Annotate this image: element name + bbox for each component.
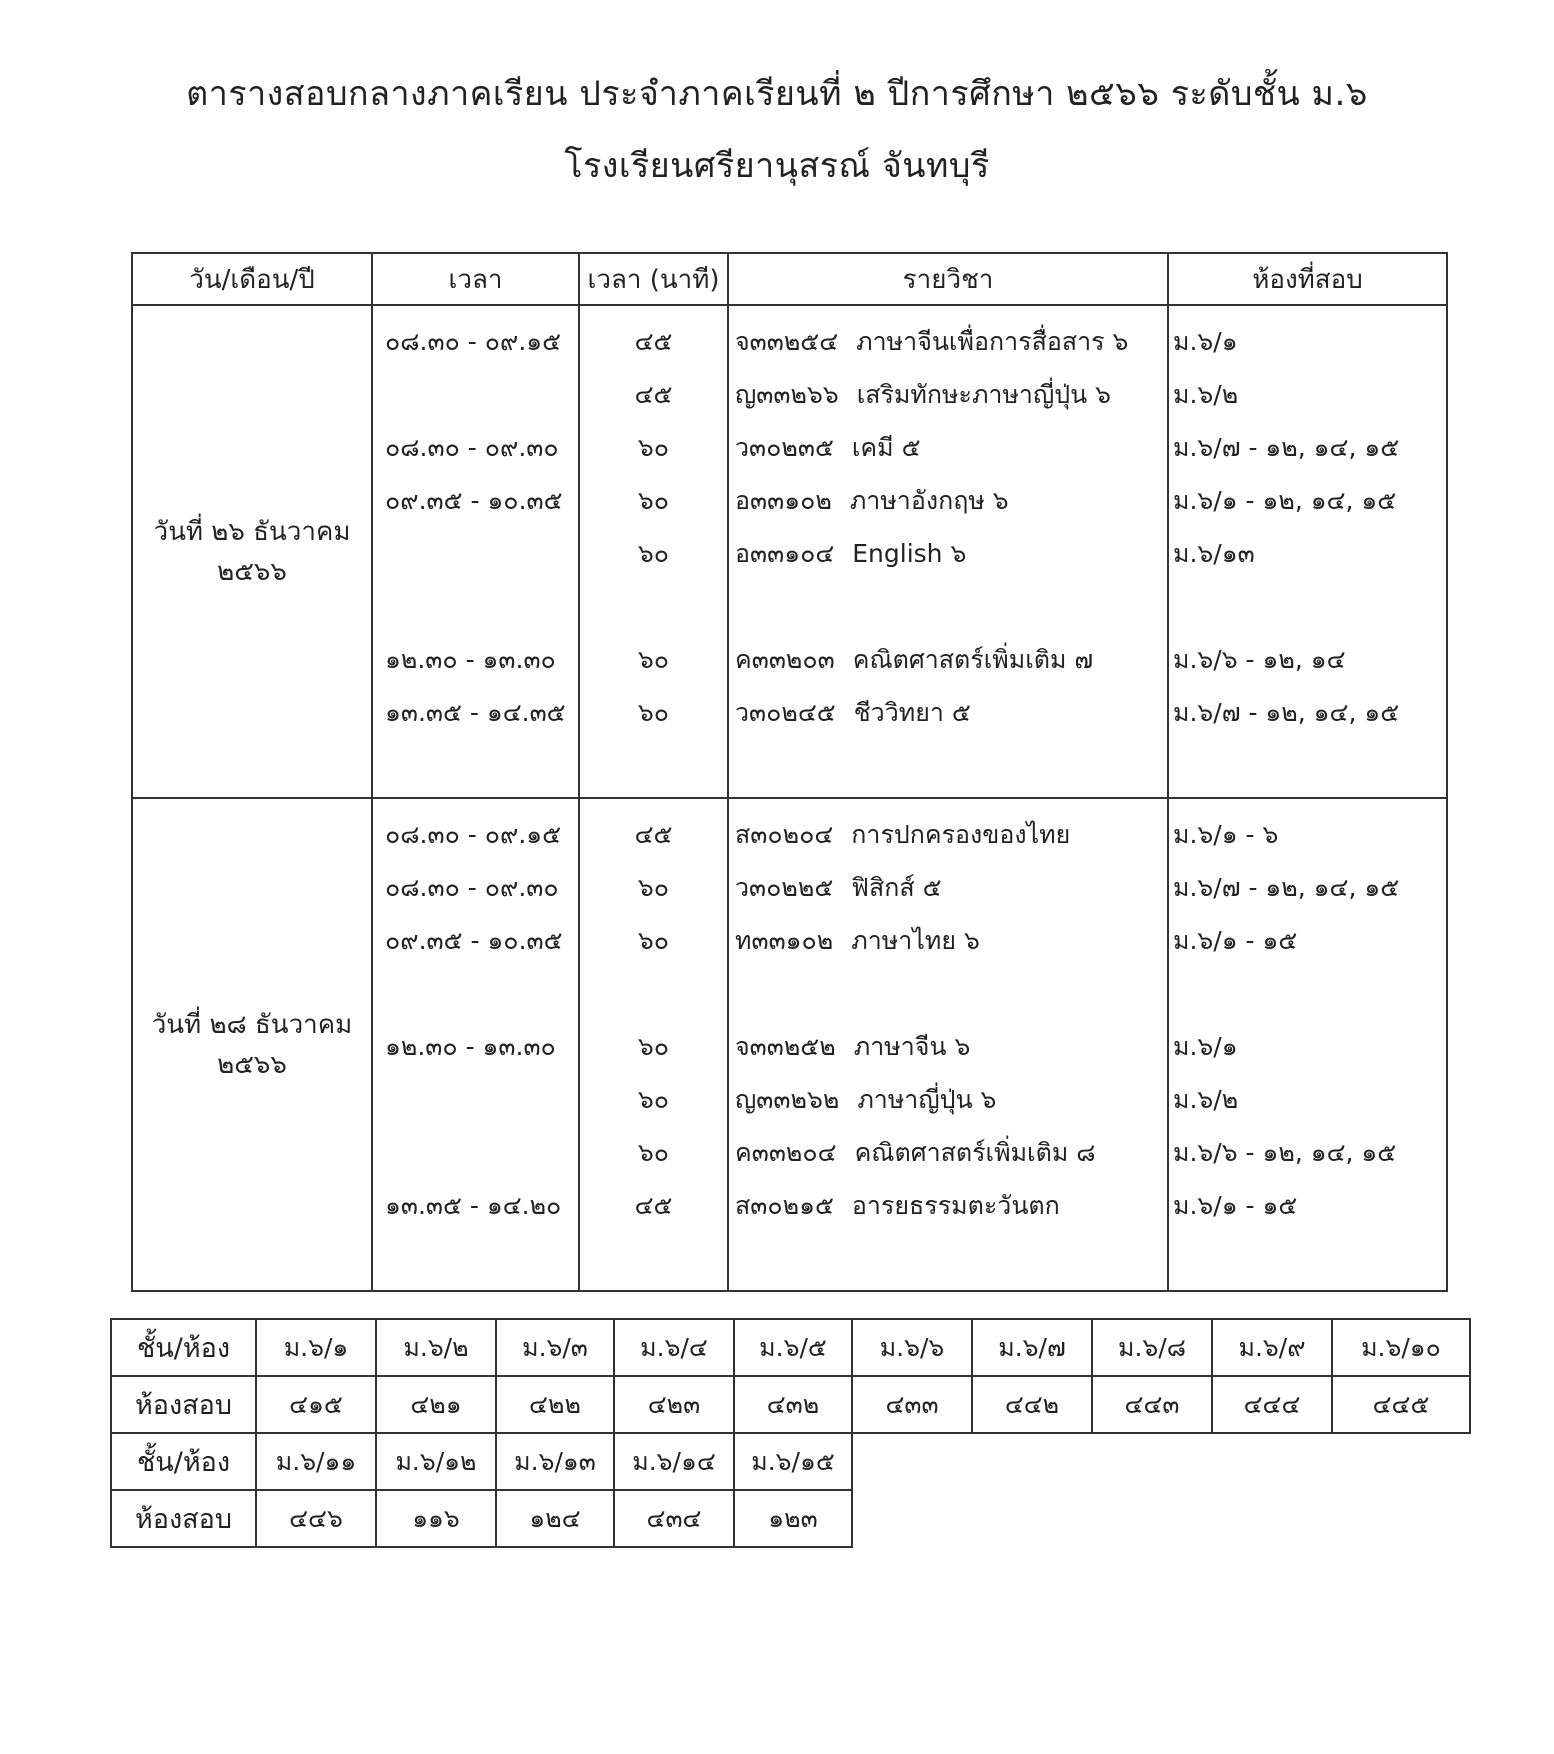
- document-title: ตารางสอบกลางภาคเรียน ประจำภาคเรียนที่ ๒ ปีการศึกษา ๒๕๖๖ ระดับชั้น ม.๖: [186, 74, 1368, 114]
- exam-rooms: ม.๖/๗ - ๑๒, ๑๔, ๑๕: [1173, 873, 1400, 902]
- room-table-room-row: [111, 1376, 1470, 1433]
- room-table-class-row: [111, 1319, 1470, 1376]
- subject-code: ค๓๓๒๐๓: [735, 645, 835, 674]
- subject-code: ว๓๐๒๔๕: [735, 698, 836, 727]
- exam-rooms: ม.๖/๑๓: [1173, 539, 1255, 568]
- subject-name: คณิตศาสตร์เพิ่มเติม ๘: [854, 1138, 1096, 1167]
- exam-duration: ๖๐: [637, 645, 670, 674]
- exam-subject-column: [728, 798, 1168, 1291]
- room-cell: ๔๔๒: [972, 1376, 1092, 1433]
- class-cell: ม.๖/๖: [852, 1319, 972, 1376]
- room-cell: ๔๔๓: [1092, 1376, 1212, 1433]
- subject-name: เสริมทักษะภาษาญี่ปุ่น ๖: [856, 380, 1112, 409]
- exam-date: วันที่ ๒๖ ธันวาคม: [153, 516, 351, 547]
- exam-duration: ๖๐: [637, 486, 670, 515]
- class-cell: ม.๖/๙: [1212, 1319, 1332, 1376]
- room-cell: ๔๔๕: [1332, 1376, 1470, 1433]
- exam-date: วันที่ ๒๘ ธันวาคม: [151, 1009, 353, 1040]
- class-cell: ม.๖/๔: [614, 1319, 734, 1376]
- exam-duration: [580, 585, 727, 638]
- schedule-day-row: [132, 305, 1447, 798]
- exam-room-table: [110, 1318, 1471, 1548]
- class-cell: ม.๖/๘: [1092, 1319, 1212, 1376]
- exam-duration: ๔๕: [634, 380, 673, 409]
- subject-name: เคมี ๕: [851, 433, 921, 462]
- exam-duration: ๖๐: [637, 539, 670, 568]
- exam-rooms: [1169, 585, 1446, 638]
- class-cell: ม.๖/๗: [972, 1319, 1092, 1376]
- exam-subject: [729, 479, 1167, 532]
- exam-time: ๐๙.๓๕ - ๑๐.๓๕: [385, 926, 563, 955]
- exam-time: ๑๒.๓๐ - ๑๓.๓๐: [385, 645, 556, 674]
- class-cell: ม.๖/๑๑: [256, 1433, 376, 1490]
- exam-subject: [729, 972, 1167, 1025]
- exam-duration: ๔๕: [634, 1191, 673, 1220]
- header-duration: เวลา (นาที): [579, 253, 728, 305]
- header-room: ห้องที่สอบ: [1168, 253, 1447, 305]
- subject-code: ค๓๓๒๐๔: [735, 1138, 837, 1167]
- room-cell: ๔๓๒: [734, 1376, 852, 1433]
- subject-name: ภาษาอังกฤษ ๖: [849, 486, 1009, 515]
- exam-rooms: ม.๖/๖ - ๑๒, ๑๔, ๑๕: [1173, 1138, 1397, 1167]
- exam-subject: [729, 1078, 1167, 1131]
- subject-code: ท๓๓๑๐๒: [735, 926, 834, 955]
- exam-rooms: ม.๖/๗ - ๑๒, ๑๔, ๑๕: [1173, 698, 1400, 727]
- exam-rooms: ม.๖/๒: [1173, 380, 1239, 409]
- room-cell: ๑๒๔: [496, 1490, 614, 1547]
- exam-time: [373, 972, 578, 1025]
- exam-rooms: ม.๖/๗ - ๑๒, ๑๔, ๑๕: [1173, 433, 1400, 462]
- exam-duration: ๔๕: [634, 327, 673, 356]
- subject-code: ว๓๐๒๒๕: [735, 873, 834, 902]
- subject-name: ภาษาไทย ๖: [851, 926, 980, 955]
- exam-time: [373, 532, 578, 585]
- class-cell: ม.๖/๑๔: [614, 1433, 734, 1490]
- exam-duration-column: [579, 798, 728, 1291]
- schedule-header-row: [132, 253, 1447, 305]
- subject-code: ญ๓๓๒๖๒: [735, 1085, 840, 1114]
- exam-duration-column: [579, 305, 728, 798]
- class-label: ชั้น/ห้อง: [111, 1433, 256, 1490]
- exam-time: ๐๘.๓๐ - ๐๙.๑๕: [385, 820, 562, 849]
- subject-name: อารยธรรมตะวันตก: [851, 1191, 1060, 1220]
- room-cell: ๔๓๓: [852, 1376, 972, 1433]
- exam-time: ๑๓.๓๕ - ๑๔.๒๐: [385, 1191, 562, 1220]
- subject-name: ภาษาจีนเพื่อการสื่อสาร ๖: [856, 327, 1129, 356]
- exam-time: ๐๘.๓๐ - ๐๙.๓๐: [385, 873, 559, 902]
- subject-name: ชีววิทยา ๕: [853, 698, 971, 727]
- subject-name: คณิตศาสตร์เพิ่มเติม ๗: [852, 645, 1094, 674]
- room-label: ห้องสอบ: [111, 1376, 256, 1433]
- class-cell: ม.๖/๑๕: [734, 1433, 852, 1490]
- exam-subject: [729, 1131, 1167, 1184]
- exam-rooms: ม.๖/๑ - ๑๒, ๑๔, ๑๕: [1173, 486, 1397, 515]
- row-spacer: [373, 744, 578, 797]
- exam-subject: [729, 373, 1167, 426]
- room-table-class-row: [111, 1433, 1470, 1490]
- room-cell: ๑๒๓: [734, 1490, 852, 1547]
- subject-name: ภาษาญี่ปุ่น ๖: [857, 1085, 997, 1114]
- room-label: ห้องสอบ: [111, 1490, 256, 1547]
- exam-subject: [729, 585, 1167, 638]
- exam-time: ๐๘.๓๐ - ๐๙.๑๕: [385, 327, 562, 356]
- room-cell: ๑๑๖: [376, 1490, 496, 1547]
- exam-subject: [729, 320, 1167, 373]
- exam-subject: [729, 813, 1167, 866]
- row-spacer: [1169, 1237, 1446, 1290]
- row-spacer: [373, 1237, 578, 1290]
- subject-code: จ๓๓๒๕๒: [735, 1032, 836, 1061]
- header-time: เวลา: [372, 253, 579, 305]
- exam-rooms: ม.๖/๖ - ๑๒, ๑๔: [1173, 645, 1346, 674]
- exam-duration: ๔๕: [634, 820, 673, 849]
- exam-rooms: ม.๖/๑ - ๑๕: [1173, 1191, 1298, 1220]
- exam-rooms-column: [1168, 798, 1447, 1291]
- subject-name: English ๖: [852, 539, 967, 568]
- room-cell: ๔๔๔: [1212, 1376, 1332, 1433]
- school-name: โรงเรียนศรียานุสรณ์ จันทบุรี: [564, 146, 990, 186]
- class-cell: ม.๖/๒: [376, 1319, 496, 1376]
- subject-code: ว๓๐๒๓๕: [735, 433, 834, 462]
- exam-time: [373, 1131, 578, 1184]
- room-cell: ๔๒๓: [614, 1376, 734, 1433]
- row-spacer: [580, 744, 727, 797]
- exam-subject: [729, 1025, 1167, 1078]
- exam-subject: [729, 691, 1167, 744]
- exam-rooms-column: [1168, 305, 1447, 798]
- exam-year: ๒๕๖๖: [217, 556, 287, 587]
- exam-subject: [729, 532, 1167, 585]
- subject-code: จ๓๓๒๕๔: [735, 327, 839, 356]
- class-cell: ม.๖/๑๒: [376, 1433, 496, 1490]
- subject-name: ภาษาจีน ๖: [853, 1032, 971, 1061]
- header-date: วัน/เดือน/ปี: [132, 253, 372, 305]
- exam-rooms: ม.๖/๑ - ๖: [1173, 820, 1279, 849]
- exam-year: ๒๕๖๖: [217, 1049, 287, 1080]
- subject-code: ญ๓๓๒๖๖: [735, 380, 839, 409]
- exam-duration: ๖๐: [637, 1138, 670, 1167]
- exam-subject: [729, 919, 1167, 972]
- room-cell: ๔๓๔: [614, 1490, 734, 1547]
- exam-subject: [729, 638, 1167, 691]
- row-spacer: [1169, 744, 1446, 797]
- exam-subject: [729, 866, 1167, 919]
- class-cell: ม.๖/๑๐: [1332, 1319, 1470, 1376]
- exam-duration: ๖๐: [637, 433, 670, 462]
- subject-code: ส๓๐๒๐๔: [735, 820, 834, 849]
- exam-time-column: [372, 798, 579, 1291]
- exam-subject: [729, 426, 1167, 479]
- row-spacer: [580, 1237, 727, 1290]
- room-cell: ๔๔๖: [256, 1490, 376, 1547]
- room-table-room-row: [111, 1490, 1470, 1547]
- subject-code: อ๓๓๑๐๔: [735, 539, 835, 568]
- exam-time: ๑๓.๓๕ - ๑๔.๓๕: [385, 698, 566, 727]
- exam-time: [373, 373, 578, 426]
- exam-date-cell: [132, 305, 372, 798]
- exam-subject: [729, 1184, 1167, 1237]
- exam-time: ๑๒.๓๐ - ๑๓.๓๐: [385, 1032, 556, 1061]
- exam-subject-column: [728, 305, 1168, 798]
- room-cell: ๔๑๕: [256, 1376, 376, 1433]
- exam-duration: ๖๐: [637, 698, 670, 727]
- exam-time: ๐๙.๓๕ - ๑๐.๓๕: [385, 486, 563, 515]
- row-spacer: [729, 1237, 1167, 1290]
- class-cell: ม.๖/๑: [256, 1319, 376, 1376]
- exam-rooms: [1169, 972, 1446, 1025]
- exam-duration: ๖๐: [637, 1085, 670, 1114]
- class-cell: ม.๖/๓: [496, 1319, 614, 1376]
- exam-time: [373, 585, 578, 638]
- class-cell: ม.๖/๑๓: [496, 1433, 614, 1490]
- exam-schedule-table: [131, 252, 1448, 1292]
- exam-rooms: ม.๖/๒: [1173, 1085, 1239, 1114]
- exam-duration: ๖๐: [637, 1032, 670, 1061]
- subject-code: อ๓๓๑๐๒: [735, 486, 832, 515]
- exam-rooms: ม.๖/๑: [1173, 327, 1238, 356]
- exam-time: ๐๘.๓๐ - ๐๙.๓๐: [385, 433, 559, 462]
- exam-duration: ๖๐: [637, 873, 670, 902]
- exam-rooms: ม.๖/๑ - ๑๕: [1173, 926, 1298, 955]
- subject-name: ฟิสิกส์ ๕: [851, 873, 942, 902]
- room-cell: ๔๒๒: [496, 1376, 614, 1433]
- schedule-day-row: [132, 798, 1447, 1291]
- exam-time-column: [372, 305, 579, 798]
- header-subject: รายวิชา: [728, 253, 1168, 305]
- room-cell: ๔๒๑: [376, 1376, 496, 1433]
- exam-time: [373, 1078, 578, 1131]
- subject-name: การปกครองของไทย: [851, 820, 1071, 849]
- subject-code: ส๓๐๒๑๕: [735, 1191, 834, 1220]
- row-spacer: [729, 744, 1167, 797]
- exam-duration: ๖๐: [637, 926, 670, 955]
- exam-duration: [580, 972, 727, 1025]
- exam-date-cell: [132, 798, 372, 1291]
- class-cell: ม.๖/๕: [734, 1319, 852, 1376]
- class-label: ชั้น/ห้อง: [111, 1319, 256, 1376]
- exam-rooms: ม.๖/๑: [1173, 1032, 1238, 1061]
